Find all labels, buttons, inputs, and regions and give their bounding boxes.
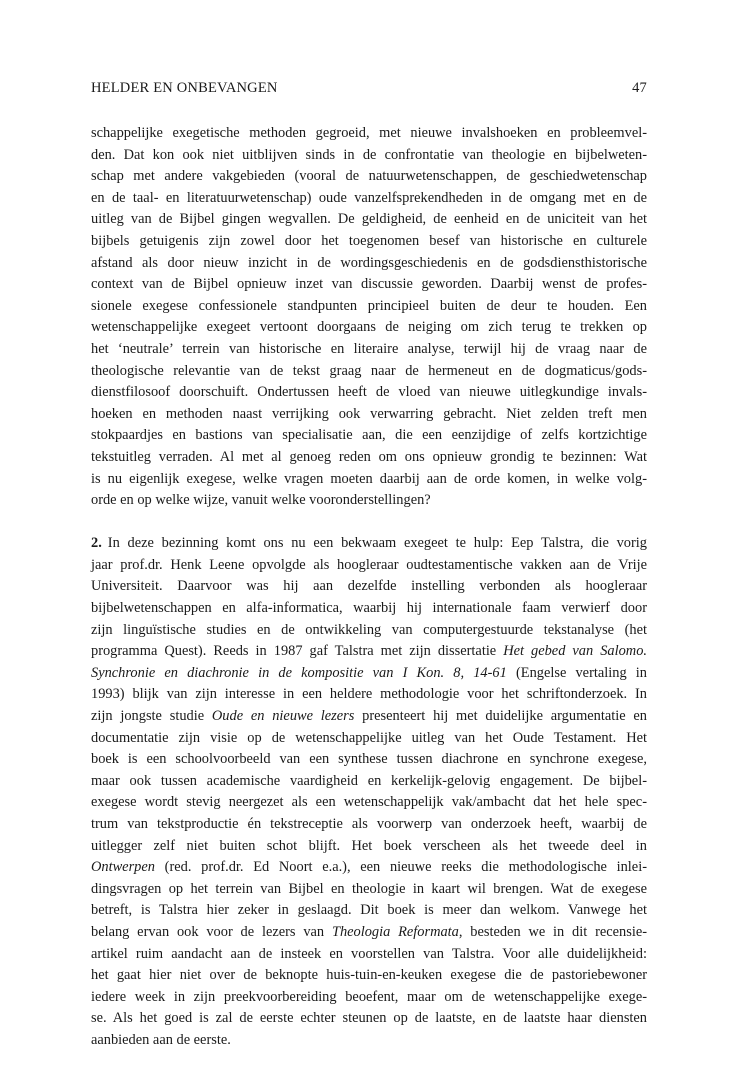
text-line: den. Dat kon ook niet uitblijven sinds in de confrontatie van theologie en bijbelweten-	[91, 146, 647, 163]
text-line: wetenschappelijke exegeet vertoont doorgaans de neiging om zich terug te trekken op	[91, 319, 647, 336]
text-line: programma Quest). Reeds in 1987 gaf Talstra met zijn dissertatie Het gebed van Salomo.	[91, 643, 647, 660]
text-line: Universiteit. Daarvoor was hij aan dezelfde instelling verbonden als hoogleraar	[91, 578, 647, 595]
paragraph-2	[91, 533, 647, 1051]
text-line: 2. In deze bezinning komt ons nu een bekwaam exegeet te hulp: Eep Talstra, die vorig	[91, 535, 647, 552]
text-line: tekstuitleg verraden. Al met al genoeg reden om ons opnieuw grondig te bezinnen: Wat	[91, 448, 647, 465]
journal-title: Theologia Reformata	[331, 923, 459, 940]
text-line: dienstfilosoof doorschuift. Ondertussen heeft de vloed van nieuwe uitlegkundige invals-	[91, 384, 647, 401]
text-line: se. Als het goed is zal de eerste echter steunen op de laatste, en de laatste haar diensten	[91, 1010, 647, 1027]
running-head	[91, 80, 647, 97]
text-line: zijn linguïstische studies en de ontwikkeling van computergestuurde tekstanalyse (het	[91, 621, 647, 638]
text-line: bijbelwetenschappen en alfa-informatica, waarbij hij internationale faam verwierf door	[91, 600, 647, 617]
text-line: trum van tekstproductie én tekstreceptie als voorwerp van onderzoek heeft, waarbij de	[91, 816, 647, 832]
text-line: schappelijke exegetische methoden gegroeid, met nieuwe invalshoeken en probleemvel-	[91, 125, 647, 141]
text-line: exegese wordt stevig neergezet als een wetenschappelijk vak/ambacht dat het hele spec-	[91, 794, 647, 811]
text-line: hoeken en methoden naast verrijking ook verwarring gebracht. Niet zelden treft men	[91, 405, 647, 422]
text-line: theologische relevantie van de tekst graag naar de hermeneut en de dogmaticus/gods-	[91, 362, 647, 379]
text-line: dingsvragen op het terrein van Bijbel en theologie in kaart wil brengen. Wat de exegese	[91, 880, 647, 897]
text-line: Ontwerpen (red. prof.dr. Ed Noort e.a.), een nieuwe reeks die methodologische inlei-	[91, 859, 647, 876]
section-number: 2.	[91, 535, 102, 552]
text-line: jaar prof.dr. Henk Leene opvolgde als hoogleraar oudtestamentische vakken aan de Vrije	[91, 556, 647, 573]
text-line: afstand als door nieuw inzicht in de wordingsgeschiedenis en de godsdiensthistorische	[91, 254, 647, 271]
running-title: HELDER EN ONBEVANGEN	[91, 80, 278, 96]
text-line: context van de Bijbel opnieuw inzet van discussie geworden. Daarbij wenst de profes-	[91, 276, 647, 293]
dissertation-subtitle: Synchronie en diachronie in de kompositie van I Kon. 8, 14-61	[91, 664, 507, 681]
text-line: orde en op welke wijze, vanuit welke vooronderstellingen?	[91, 492, 431, 509]
text-line: documentatie zijn visie op de wetenschappelijke uitleg van het Oude Testament. Het	[91, 729, 647, 746]
text-line: boek is een schoolvoorbeeld van een synthese tussen diachrone en synchrone exegese,	[91, 751, 647, 768]
text-line: en de taal- en literatuurwetenschap) oude vanzelfsprekendheden in de omgang met en de	[91, 189, 647, 206]
text-line: iedere week in zijn preekvoorbereiding beoefent, maar om de wetenschappelijke exege-	[91, 988, 647, 1005]
text-line: uitlegger zelf niet buiten schot blijft. Het boek verscheen als het tweede deel in	[91, 837, 647, 854]
text-line: uitleg van de Bijbel gingen wegvallen. De geldigheid, de eenheid en de uniciteit van het	[91, 211, 647, 228]
text-line: sionele exegese confessionele standpunten principieel buiten de deur te houden. Een	[91, 297, 647, 314]
series-title: Ontwerpen	[91, 859, 155, 876]
text-line: 1993) blijk van zijn interesse in een heldere methodologie voor het schriftonderzoek. In	[91, 686, 647, 703]
text-line: schap met andere vakgebieden (vooral de natuurwetenschappen, de geschiedwetenschap	[91, 168, 647, 185]
book-title: Oude en nieuwe lezers	[211, 708, 355, 725]
text-line: stokpaardjes en bastions van specialisatie aan, die een eenzijdige of zelfs kortzichtige	[91, 427, 647, 444]
text-line: maar ook tussen academische vaardigheid en kerkelijk-gelovig engagement. De bijbel-	[91, 772, 647, 789]
text-line: het ‘neutrale’ terrein van historische en literaire analyse, terwijl hij de vraag naar de	[91, 340, 647, 357]
paragraph-gap	[91, 512, 647, 534]
text-line: het gaat hier niet over de beknopte huis-tuin-en-keuken exegese die de pastoriebewoner	[91, 967, 647, 984]
page-number: 47	[632, 80, 647, 96]
text-line: zijn jongste studie Oude en nieuwe lezers presenteert hij met duidelijke argumentatie en	[91, 708, 647, 725]
text-line: artikel ruim aandacht aan de insteek en voorstellen van Talstra. Voor alle duidelijkheid:	[91, 945, 647, 962]
text-line: betreft, is Talstra hier zeker in geslaagd. Dit boek is meer dan welkom. Vanwege het	[91, 902, 647, 919]
text-line: bijbels getuigenis zijn zowel door het toegenomen besef van historische en culturele	[91, 232, 647, 249]
dissertation-title: Het gebed van Salomo.	[503, 643, 647, 660]
text-line: aanbieden aan de eerste.	[91, 1031, 231, 1048]
body-text	[91, 123, 647, 1052]
text-line: belang ervan ook voor de lezers van Theologia Reformata, besteden we in dit recensie-	[91, 923, 647, 940]
text-line: Synchronie en diachronie in de kompositie van I Kon. 8, 14-61 (Engelse vertaling in	[91, 664, 647, 681]
text-line: is nu eigenlijk exegese, welke vragen moeten daarbij aan de orde komen, in welke volg-	[91, 470, 647, 487]
paragraph-1	[91, 123, 647, 512]
